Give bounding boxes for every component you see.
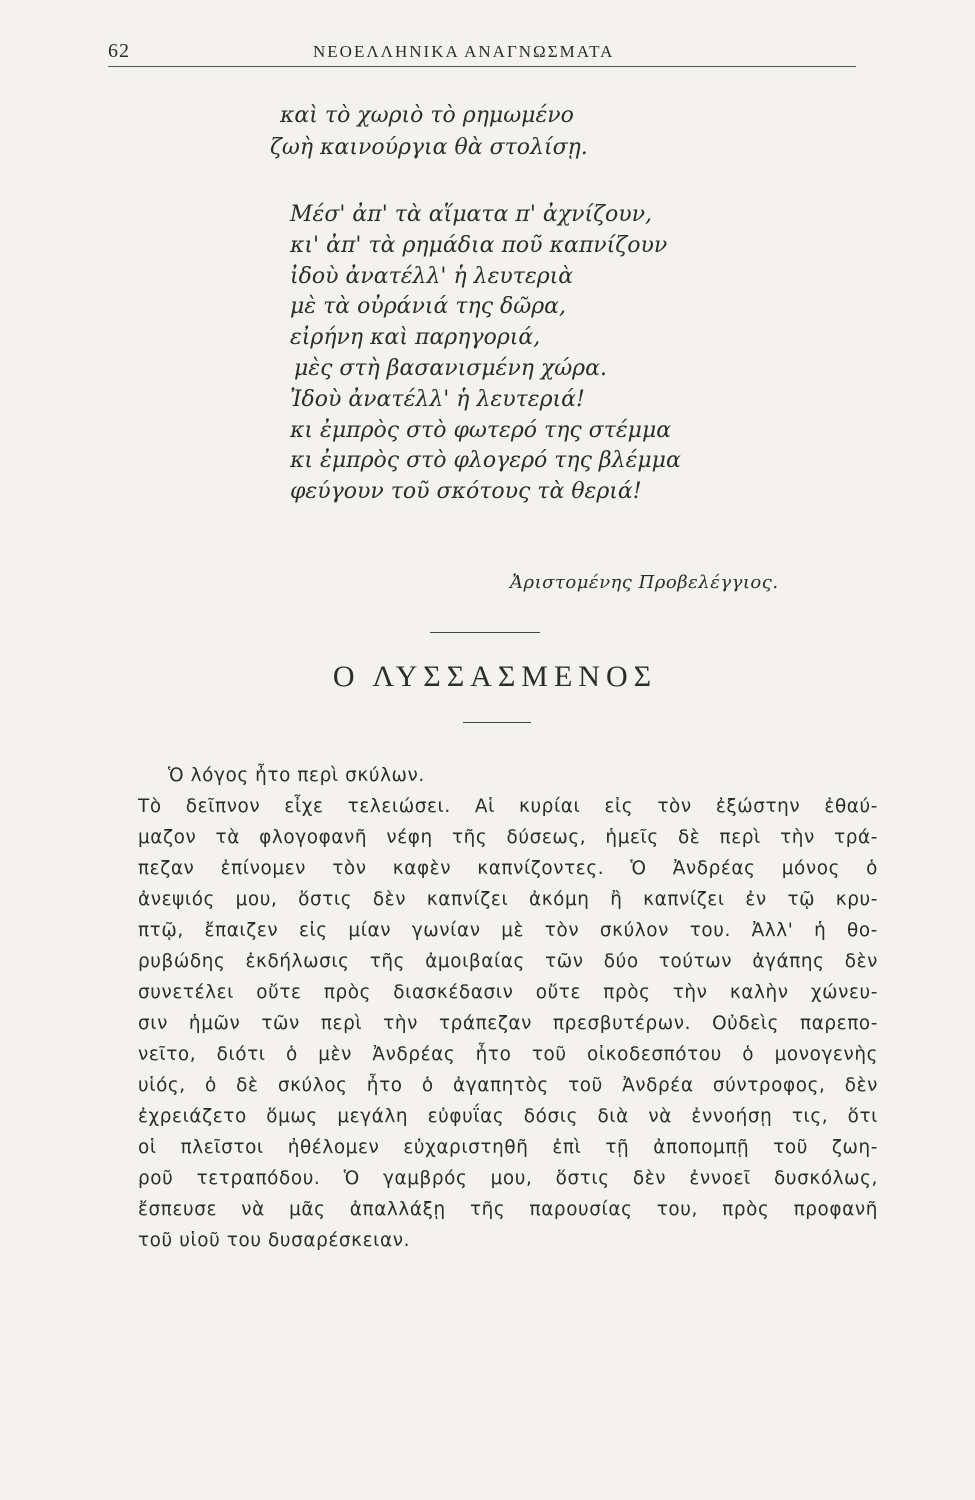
prose-line: μαζον τὰ φλογοφανῆ νέφη τῆς δύσεως, ἡμεῖς δὲ περὶ τὴν τρά- bbox=[138, 827, 878, 848]
prose-line: ροῦ τετραπόδου. Ὁ γαμβρός μου, ὅστις δὲν ἐννοεῖ δυσκόλως, bbox=[138, 1168, 878, 1189]
poem-stanza-1 bbox=[270, 100, 830, 164]
poem-line: Μέσ' ἀπ' τὰ αἵματα π' ἀχνίζουν, bbox=[290, 202, 653, 227]
poem-stanza-2 bbox=[270, 200, 830, 508]
prose-line: οἱ πλεῖστοι ἠθέλομεν εὐχαριστηθῆ ἐπὶ τῇ ἀποπομπῇ τοῦ ζωη- bbox=[138, 1137, 878, 1158]
poem-line: ἰδοὺ ἀνατέλλ' ἡ λευτεριὰ bbox=[290, 263, 574, 289]
poem-line: κι' ἀπ' τὰ ρημάδια ποῦ καπνίζουν bbox=[290, 232, 668, 258]
prose-line: νεῖτο, διότι ὁ μὲν Ἀνδρέας ἦτο τοῦ οἰκοδεσπότου ὁ μονογενὴς bbox=[138, 1044, 878, 1065]
divider-rule bbox=[463, 722, 531, 723]
poem-line: κι ἐμπρὸς στὸ φλογερό της βλέμμα bbox=[290, 448, 681, 474]
poem-line: ζωὴ καινούργια θὰ στολίσῃ. bbox=[270, 135, 588, 160]
poem-line: Ἰδοὺ ἀνατέλλ' ἡ λευτεριά! bbox=[290, 386, 585, 412]
prose-line: τοῦ υἱοῦ του δυσαρέσκειαν. bbox=[138, 1230, 411, 1251]
prose-line: ἐχρειάζετο ὅμως μεγάλη εὐφυΐας δόσις διὰ νὰ ἐννοήσῃ τις, ὅτι bbox=[138, 1106, 878, 1127]
section-title: Ο ΛΥΣΣΑΣΜΕΝΟΣ bbox=[332, 660, 658, 693]
poem-line: εἰρήνη καὶ παρηγοριά, bbox=[290, 325, 541, 351]
divider-rule bbox=[430, 632, 540, 633]
page-number: 62 bbox=[108, 40, 130, 62]
prose-line: Ὁ λόγος ἦτο περὶ σκύλων. bbox=[168, 765, 425, 786]
prose-body bbox=[138, 760, 878, 1256]
prose-line: ἀνεψιός μου, ὅστις δὲν καπνίζει ἀκόμη ἢ καπνίζει ἐν τῷ κρυ- bbox=[138, 889, 878, 910]
running-header bbox=[108, 40, 856, 67]
poem-line: φεύγουν τοῦ σκότους τὰ θεριά! bbox=[290, 479, 642, 505]
prose-line: πτῷ, ἔπαιζεν εἰς μίαν γωνίαν μὲ τὸν σκύλον του. Ἀλλ' ἡ θο- bbox=[138, 920, 878, 941]
book-title: ΝΕΟΕΛΛΗΝΙΚΑ ΑΝΑΓΝΩΣΜΑΤΑ bbox=[313, 42, 615, 61]
poem bbox=[270, 100, 830, 508]
poem-attribution: Ἀριστομένης Προβελέγγιος. bbox=[510, 572, 779, 593]
prose-line: ἔσπευσε νὰ μᾶς ἀπαλλάξῃ τῆς παρουσίας του, πρὸς προφανῆ bbox=[138, 1199, 878, 1220]
poem-line: μὲς στὴ βασανισμένη χώρα. bbox=[294, 355, 607, 381]
prose-line: πεζαν ἐπίνομεν τὸν καφὲν καπνίζοντες. Ὁ Ἀνδρέας μόνος ὁ bbox=[138, 858, 878, 879]
prose-line: ρυβώδης ἐκδήλωσις τῆς ἀμοιβαίας τῶν δύο τούτων ἀγάπης δὲν bbox=[138, 951, 878, 972]
prose-line: σιν ἡμῶν τῶν περὶ τὴν τράπεζαν πρεσβυτέρων. Οὐδεὶς παρεπο- bbox=[138, 1013, 878, 1034]
prose-line: Τὸ δεῖπνον εἶχε τελειώσει. Αἱ κυρίαι εἰς τὸν ἐξώστην ἐθαύ- bbox=[138, 796, 878, 817]
poem-line: κι ἐμπρὸς στὸ φωτερό της στέμμα bbox=[290, 417, 672, 443]
prose-line: συνετέλει οὔτε πρὸς διασκέδασιν οὔτε πρὸς τὴν καλὴν χώνευ- bbox=[138, 982, 878, 1003]
poem-line: μὲ τὰ οὐράνιά της δῶρα, bbox=[290, 294, 567, 320]
poem-line: καὶ τὸ χωριὸ τὸ ρημωμένο bbox=[280, 103, 574, 128]
prose-line: υἱός, ὁ δὲ σκύλος ἦτο ὁ ἀγαπητὸς τοῦ Ἀνδρέα σύντροφος, δὲν bbox=[138, 1075, 878, 1096]
